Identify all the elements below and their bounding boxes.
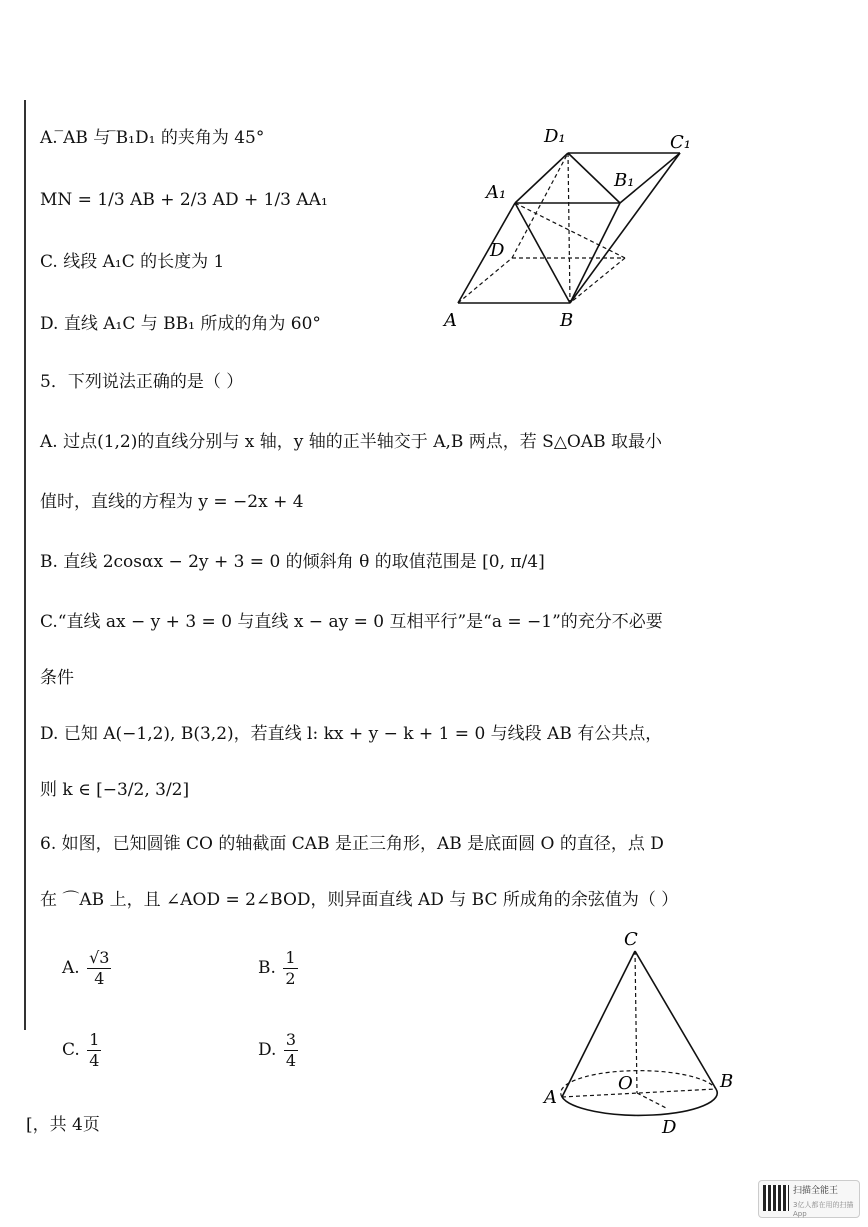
- q5-option-d-line2: 则 k ∈ [−3/2, 3/2]: [40, 780, 190, 800]
- q6-option-a-den: 4: [94, 969, 105, 988]
- label-b1: B₁: [614, 170, 635, 191]
- q6-option-a-num: √3: [89, 948, 110, 967]
- q6-option-b-num: 1: [285, 948, 296, 967]
- q6-option-a-label: A.: [62, 958, 80, 978]
- scanner-title: 扫描全能王: [793, 1186, 839, 1196]
- cone-label-d: D: [662, 1117, 677, 1138]
- q5-stem: 5．下列说法正确的是（ ）: [40, 372, 244, 392]
- q4-option-c: C. 线段 A₁C 的长度为 1: [40, 252, 225, 272]
- q4-option-b: MN = 1/3 AB + 2/3 AD + 1/3 AA₁: [40, 190, 328, 210]
- q6-option-a: [62, 948, 113, 989]
- q6-stem-line1: 6. 如图，已知圆锥 CO 的轴截面 CAB 是正三角形，AB 是底面圆 O 的直径，点 D: [40, 834, 664, 854]
- label-d: D: [490, 240, 505, 261]
- label-d1: D₁: [544, 126, 566, 147]
- q5-option-c-line1: C.“直线 ax − y + 3 = 0 与直线 x − ay = 0 互相平行”是“a = −1”的充分不必要: [40, 612, 663, 632]
- qr-code-icon: [763, 1185, 789, 1211]
- scanner-subtitle: 3亿人都在用的扫描App: [793, 1201, 854, 1218]
- q6-option-d-num: 3: [285, 1030, 297, 1049]
- label-a: A: [444, 310, 457, 331]
- q6-option-d-fraction: [284, 1030, 298, 1071]
- label-c1: C₁: [670, 132, 691, 153]
- q6-option-b-fraction: [283, 948, 297, 989]
- cone-label-o: O: [618, 1073, 633, 1094]
- label-a1: A₁: [486, 182, 507, 203]
- q5-option-a-line2: 值时，直线的方程为 y = −2x + 4: [40, 492, 304, 512]
- label-b: B: [560, 310, 574, 331]
- cone-label-b: B: [720, 1071, 734, 1092]
- q6-option-c-den: 4: [89, 1051, 100, 1070]
- margin-line: [24, 100, 26, 1030]
- q6-option-c-num: 1: [89, 1030, 100, 1049]
- q5-option-b: B. 直线 2cosαx − 2y + 3 = 0 的倾斜角 θ 的取值范围是 [0, π/4]: [40, 552, 545, 572]
- q6-option-c-fraction: [87, 1030, 101, 1071]
- q6-option-c: [62, 1030, 103, 1071]
- q6-option-d-label: D.: [258, 1040, 277, 1060]
- cone-label-a: A: [544, 1087, 557, 1108]
- cone-figure: [540, 925, 750, 1140]
- cone-label-c: C: [624, 929, 638, 950]
- scanner-watermark: [758, 1180, 860, 1218]
- parallelepiped-figure: [440, 118, 710, 333]
- q6-option-a-fraction: [87, 948, 111, 989]
- q6-option-b-den: 2: [285, 969, 296, 988]
- q6-option-d-den: 4: [285, 1051, 297, 1070]
- q6-stem-line2: 在 ⌒AB 上，且 ∠AOD = 2∠BOD，则异面直线 AD 与 BC 所成角的余弦值为（ ）: [40, 890, 679, 910]
- q5-option-a-line1: A. 过点(1,2)的直线分别与 x 轴，y 轴的正半轴交于 A,B 两点，若 S△OAB 取最小: [40, 432, 663, 452]
- q6-option-b: [258, 948, 300, 989]
- q4-option-d: D. 直线 A₁C 与 BB₁ 所成的角为 60°: [40, 314, 321, 334]
- page-footer: [，共 4页: [26, 1115, 100, 1135]
- q6-option-d: [258, 1030, 300, 1071]
- q6-option-c-label: C.: [62, 1040, 80, 1060]
- q5-option-c-line2: 条件: [40, 668, 74, 688]
- q4-option-a: A. ̅AB 与 ̅B₁D₁ 的夹角为 45°: [40, 128, 265, 148]
- q6-option-b-label: B.: [258, 958, 276, 978]
- q5-option-d-line1: D. 已知 A(−1,2), B(3,2)，若直线 l: kx + y − k + 1 = 0 与线段 AB 有公共点，: [40, 724, 663, 744]
